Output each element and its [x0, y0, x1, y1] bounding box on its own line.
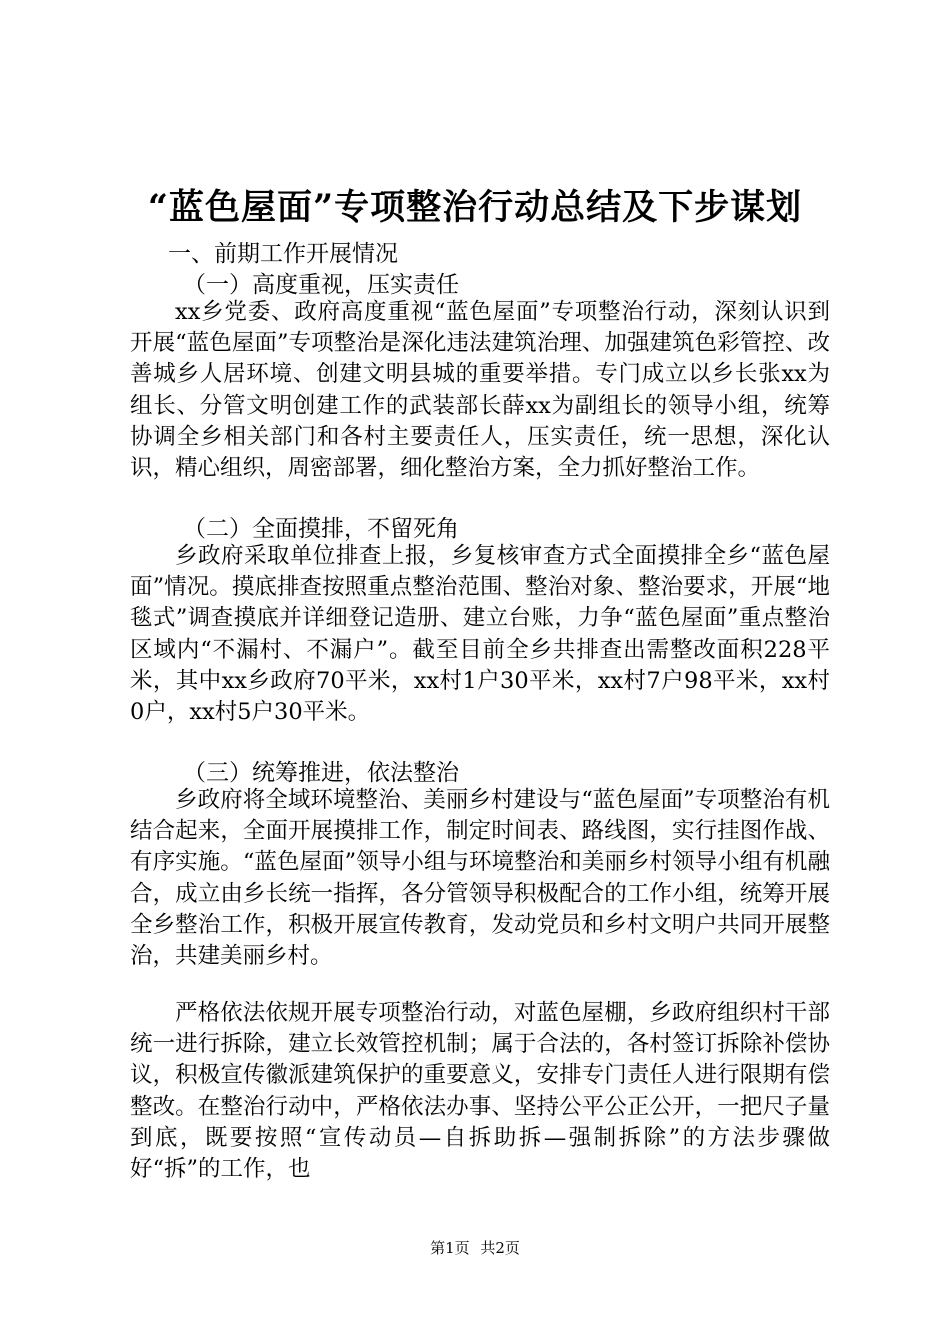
subsection-heading-1: （一）高度重视，压实责任 [183, 272, 459, 298]
page-footer [0, 1238, 950, 1258]
paragraph-2: 乡政府采取单位排查上报，乡复核审查方式全面摸排全乡“蓝色屋面”情况。摸底排查按照重点整治范围、整治对象、整治要求，开展“地毯式”调查摸底并详细登记造册、建立台账，力争“蓝色屋面”重点整治区域内“不漏村、不漏户”。截至目前全乡共排查出需整改面积228平米，其中xx乡政府70平米，xx村1户30平米，xx村7户98平米，xx村0户，xx村5户30平米。 [130, 543, 830, 726]
paragraph-1: xx乡党委、政府高度重视“蓝色屋面”专项整治行动，深刻认识到开展“蓝色屋面”专项整治是深化违法建筑治理、加强建筑色彩管控、改善城乡人居环境、创建文明县城的重要举措。专门成立以乡长张xx为组长、分管文明创建工作的武装部长薛xx为副组长的领导小组，统筹协调全乡相关部门和各村主要责任人，压实责任，统一思想，深化认识，精心组织，周密部署，细化整治方案，全力抓好整治工作。 [130, 299, 830, 482]
paragraph-3: 乡政府将全域环境整治、美丽乡村建设与“蓝色屋面”专项整治有机结合起来，全面开展摸排工作，制定时间表、路线图，实行挂图作战、有序实施。“蓝色屋面”领导小组与环境整治和美丽乡村领导小组有机融合，成立由乡长统一指挥，各分管领导积极配合的工作小组，统筹开展全乡整治工作，积极开展宣传教育，发动党员和乡村文明户共同开展整治，共建美丽乡村。 [130, 787, 830, 970]
section-heading-1: 一、前期工作开展情况 [168, 241, 398, 267]
subsection-heading-2: （二）全面摸排，不留死角 [183, 516, 459, 542]
subsection-heading-3: （三）统筹推进，依法整治 [183, 760, 459, 786]
page-number: 第1页 [430, 1239, 470, 1257]
page-total: 共2页 [480, 1239, 520, 1257]
document-title: “蓝色屋面”专项整治行动总结及下步谋划 [147, 187, 803, 228]
paragraph-4: 严格依法依规开展专项整治行动，对蓝色屋棚，乡政府组织村干部统一进行拆除，建立长效管控机制；属于合法的，各村签订拆除补偿协议，积极宣传徽派建筑保护的重要意义，安排专门责任人进行限期有偿整改。在整治行动中，严格依法办事、坚持公平公正公开，一把尺子量到底，既要按照“宣传动员—自拆助拆—强制拆除”的方法步骤做好“拆”的工作，也 [130, 1000, 830, 1183]
